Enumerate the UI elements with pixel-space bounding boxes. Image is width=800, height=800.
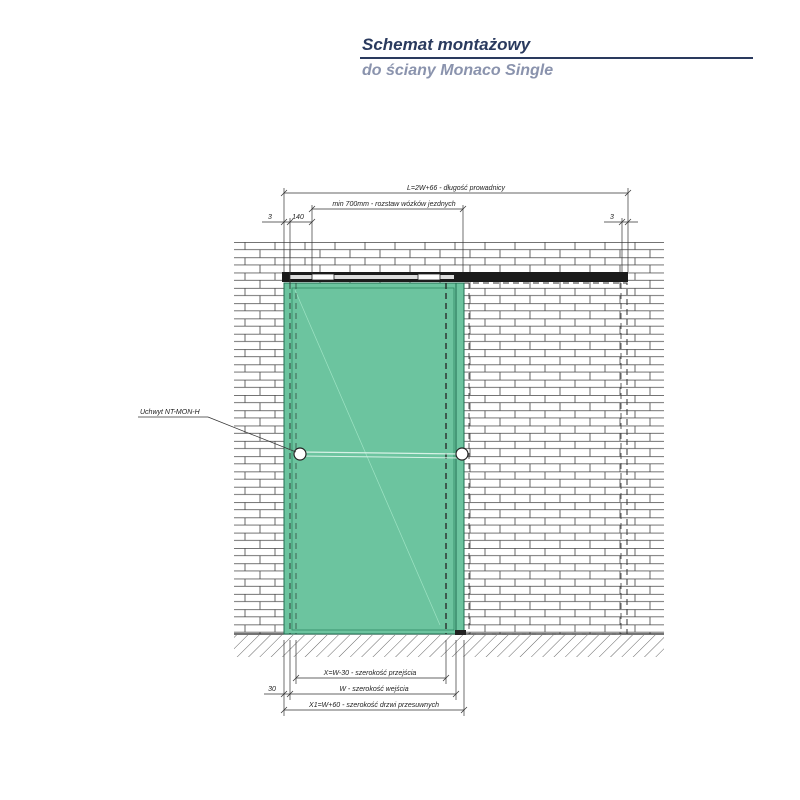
bottom-offset-label: 30 — [268, 686, 276, 693]
passage-width-label: X=W-30 - szerokość przejścia — [323, 670, 417, 677]
entrance-width-label: W - szerokość wejścia — [339, 686, 409, 693]
floor-hatch — [234, 635, 664, 657]
trolley-spacing-label: min 700mm - rozstaw wózków jezdnych — [332, 201, 456, 208]
door-floor-guide — [455, 630, 466, 635]
page-subtitle: do ściany Monaco Single — [362, 62, 554, 79]
page-title: Schemat montażowy — [362, 35, 531, 54]
left-gap-label: 140 — [292, 214, 304, 221]
handle-left-icon — [294, 448, 306, 460]
trolley-left — [312, 274, 334, 280]
glass-door-panel — [284, 283, 464, 634]
handle-label: Uchwyt NT-MON-H — [140, 409, 200, 416]
left-offset-label: 3 — [268, 214, 272, 221]
trolley-right — [418, 274, 440, 280]
right-offset-label: 3 — [610, 214, 614, 221]
door-width-label: X1=W+60 - szerokość drzwi przesuwnych — [309, 702, 439, 709]
handle-right-icon — [456, 448, 468, 460]
rail-length-label: L=2W+66 - długość prowadnicy — [406, 185, 506, 192]
